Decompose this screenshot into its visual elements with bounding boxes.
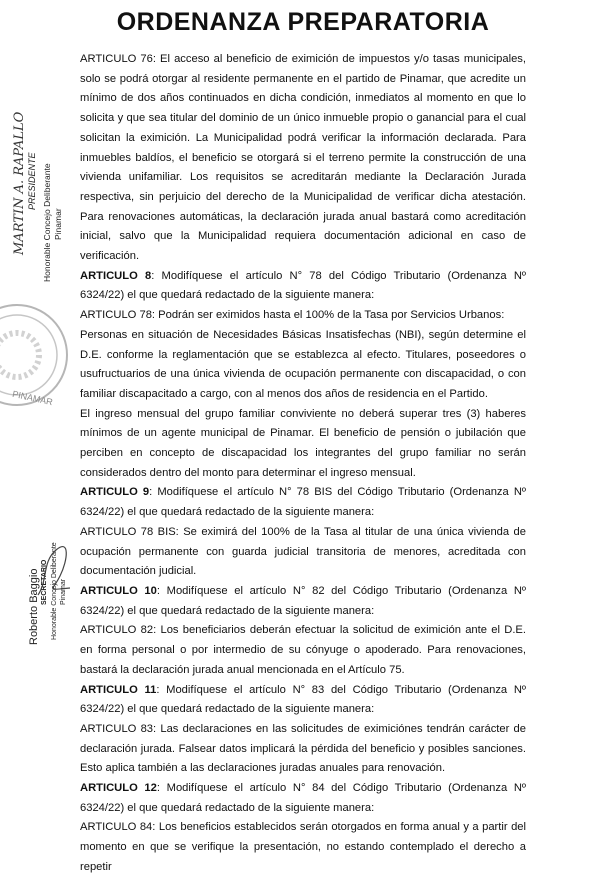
- article-number: ARTICULO 9: [80, 486, 150, 499]
- secretary-name: Roberto Baggio: [28, 568, 40, 645]
- article-number: ARTICULO 8: [80, 269, 152, 282]
- president-role: PRESIDENTE: [27, 152, 37, 210]
- secretary-stamp-line2: Pinamar: [60, 578, 67, 605]
- document-title: ORDENANZA PREPARATORIA: [116, 8, 490, 36]
- paragraph: ARTICULO 76: El acceso al beneficio de eximición de impuestos y/o tasas municipales, solo se podrá otorgar al residente permanente en el partido de Pinamar, que acredite un mínimo de dos años continuados en dicha condición, inmediatos al momento en que lo solicita y que sea titular del dominio de un único inmueble propio o ganancial para el cual solicitan la eximición. La Municipalidad podrá verificar la información declarada. Para inmuebles baldíos, el beneficio se otorgará si el terreno permite la construcción de una vivienda unifamiliar. Los requisitos se acreditarán mediante la Declaración Jurada respectiva, sin perjuicio del derecho de la Municipalidad de verificar dicha atestación. Para renovaciones automáticas, la declaración jurada anual bastará como acreditación inicial, salvo que la Municipalidad requiera documentación adicional en caso de verificación.: [80, 53, 526, 263]
- secretary-signature-mark: [34, 540, 74, 600]
- article-number: ARTICULO 10: [80, 584, 157, 597]
- paragraph: ARTICULO 84: Los beneficios establecidos serán otorgados en forma anual y a partir del momento en que se verifique la presentación, no estando contemplado el derecho a repetir: [80, 821, 526, 873]
- paragraph: ARTICULO 78: Podrán ser eximidos hasta el 100% de la Tasa por Servicios Urbanos:: [80, 309, 505, 322]
- municipal-seal: [0, 300, 72, 410]
- president-stamp-line2: Pinamar: [53, 208, 63, 240]
- document-body: [80, 50, 526, 878]
- secretary-role: SECRETARIO: [41, 559, 48, 605]
- secretary-stamp-line1: Honorable Concejo Deliberante: [51, 542, 58, 640]
- seal-text: PINAMAR: [11, 388, 54, 408]
- paragraph: ARTICULO 83: Las declaraciones en las solicitudes de eximiciónes tendrán carácter de declaración jurada. Falsear datos implicará la pérdida del beneficio y posibles sanciones. Esto aplica también a las declaraciones juradas anuales para renovación.: [80, 722, 526, 775]
- margin-signatures: [0, 0, 80, 813]
- article-number: ARTICULO 12: [80, 782, 157, 795]
- article-heading: ARTICULO 8: Modifíquese el artículo N° 78 del Código Tributario (Ordenanza Nº 6324/22) el que quedará redactado de la siguiente manera:: [80, 269, 527, 302]
- article-heading: ARTICULO 11: Modifíquese el artículo N° 83 del Código Tributario (Ordenanza Nº 6324/22) el que quedará redactado de la siguiente manera:: [80, 683, 526, 716]
- paragraph: El ingreso mensual del grupo familiar conviviente no deberá superar tres (3) haberes mínimos de un agente municipal de Pinamar. El beneficio de pensión o jubilación que perciben en concepto de discapacidad los integrantes del grupo familiar no serán considerados dentro del monto para determinar el ingreso mensual.: [80, 407, 526, 479]
- article-heading: ARTICULO 9: Modifíquese el artículo N° 78 BIS del Código Tributario (Ordenanza Nº 6324/22) el que quedará redactado de la siguiente manera:: [80, 486, 526, 519]
- article-heading: ARTICULO 10: Modifíquese el artículo N° 82 del Código Tributario (Ordenanza Nº 6324/22) el que quedará redactado de la siguiente manera:: [80, 584, 526, 617]
- paragraph: ARTICULO 78 BIS: Se eximirá del 100% de la Tasa al titular de una única vivienda de ocupación permanente con guarda judicial transitoria de menores, acreditada con documentación judicial.: [80, 525, 526, 578]
- paragraph: ARTICULO 82: Los beneficiarios deberán efectuar la solicitud de eximición ante el D.E. en forma personal o por intermedio de su cónyuge o apoderado. Para renovaciones, bastará la declaración jurada anual mencionada en el Artículo 75.: [80, 624, 526, 676]
- president-signature: MARTIN A. RAPALLO: [12, 111, 27, 255]
- president-stamp-line1: Honorable Concejo Deliberante: [42, 163, 52, 282]
- article-heading: ARTICULO 12: Modifíquese el artículo N° 84 del Código Tributario (Ordenanza Nº 6324/22) el que quedará redactado de la siguiente manera:: [80, 782, 526, 814]
- article-number: ARTICULO 11: [80, 683, 157, 696]
- paragraph: Personas en situación de Necesidades Básicas Insatisfechas (NBI), según determine el D.E. conforme la reglamentación que se establezca al efecto. Titulares, poseedores o usufructuarios de una única vivienda de ocupación permanente con discapacidad, o con familiar discapacitado a cargo, con al menos dos años de residencia en el Partido.: [80, 328, 526, 400]
